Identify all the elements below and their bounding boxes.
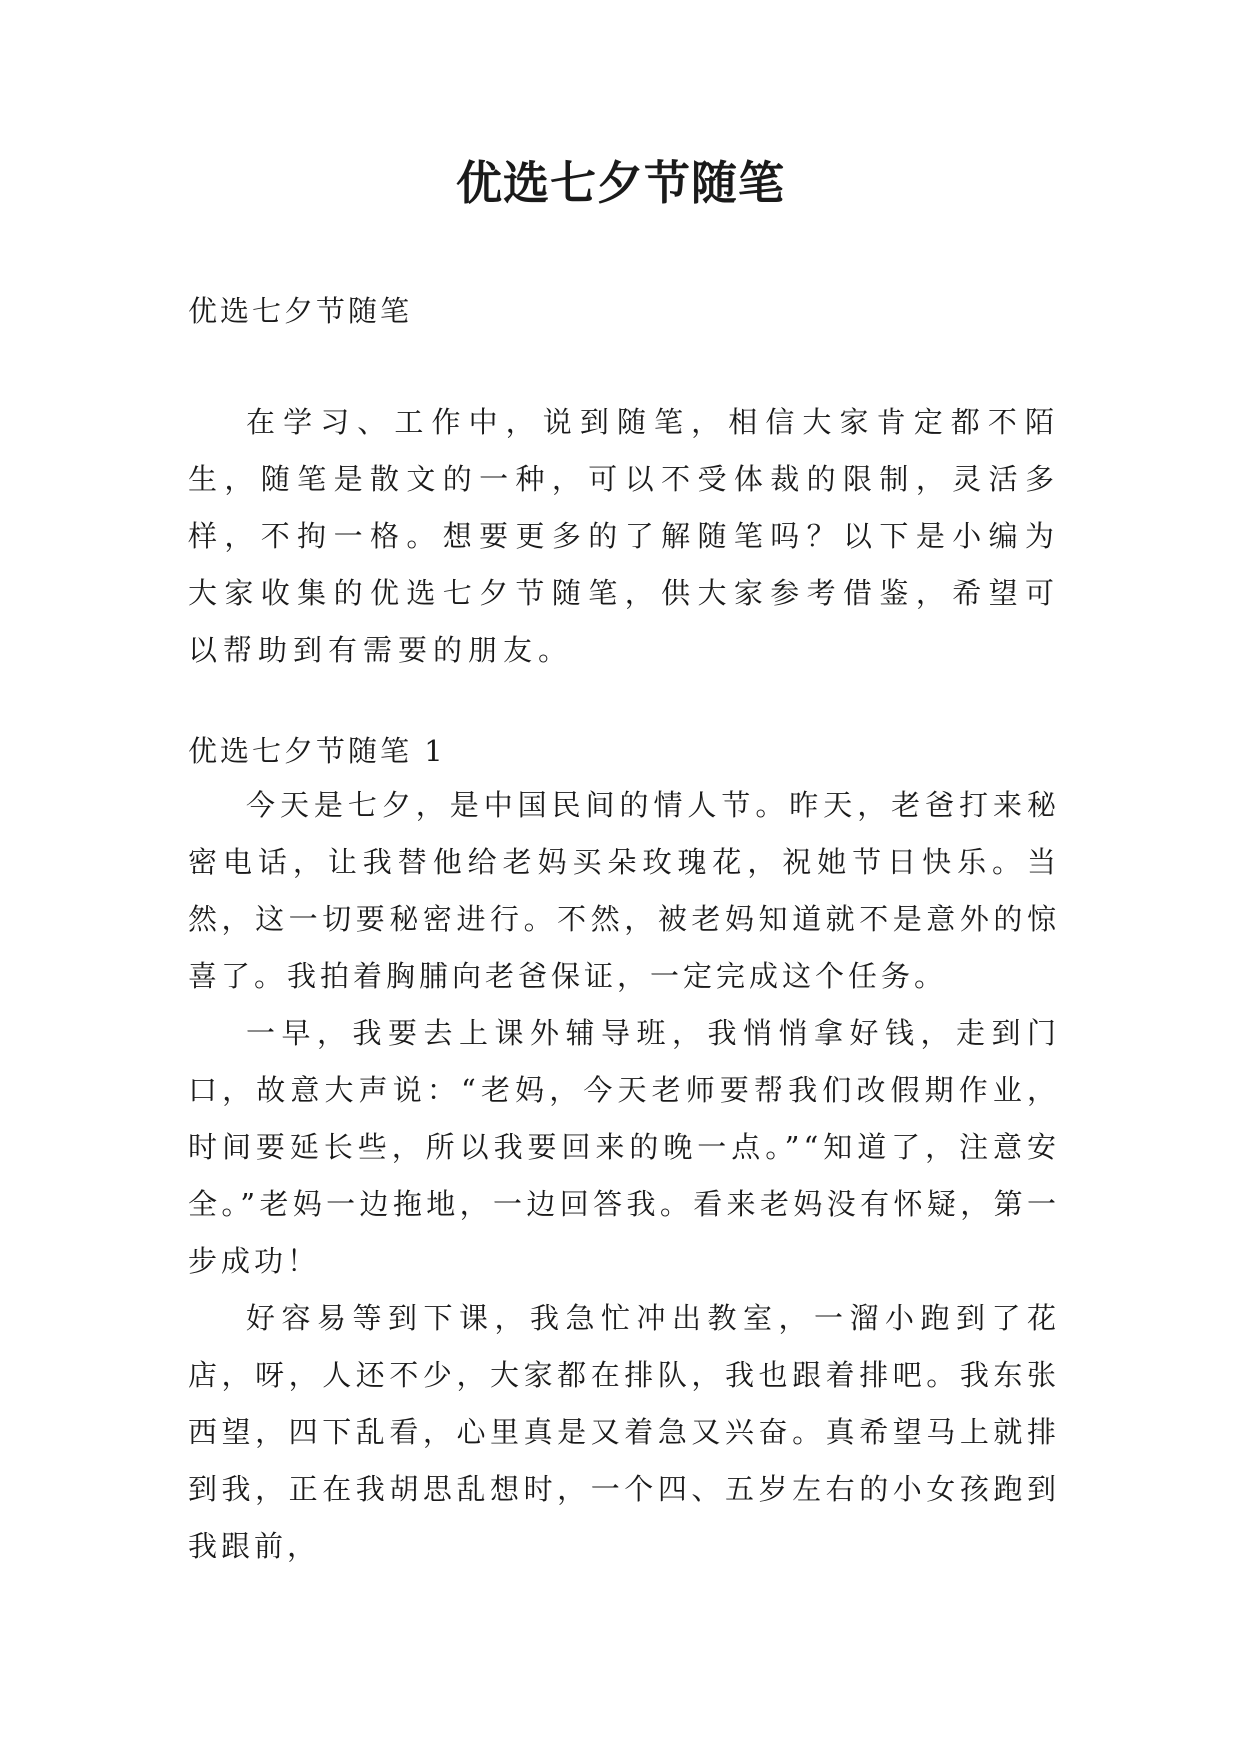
body-paragraph: 好容易等到下课，我急忙冲出教室，一溜小跑到了花店，呀，人还不少，大家都在排队，我也跟着排吧。我东张西望，四下乱看，心里真是又着急又兴奋。真希望马上就排到我，正在我胡思乱想时，一个四、五岁左右的小女孩跑到我跟前， (188, 1301, 1060, 1563)
intro-paragraph: 在学习、工作中，说到随笔，相信大家肯定都不陌生，随笔是散文的一种，可以不受体裁的限制，灵活多样，不拘一格。想要更多的了解随笔吗？以下是小编为大家收集的优选七夕节随笔，供大家参考借鉴，希望可以帮助到有需要的朋友。 (188, 405, 1060, 667)
section-heading: 优选七夕节随笔 1 (188, 734, 446, 768)
document-body (188, 290, 1060, 1575)
body-paragraph: 一早，我要去上课外辅导班，我悄悄拿好钱，走到门口，故意大声说：“老妈，今天老师要帮我们改假期作业，时间要延长些，所以我要回来的晚一点。”“知道了，注意安全。”老妈一边拖地，一边回答我。看来老妈没有怀疑，第一步成功！ (188, 1016, 1060, 1278)
body-paragraph: 今天是七夕，是中国民间的情人节。昨天，老爸打来秘密电话，让我替他给老妈买朵玫瑰花，祝她节日快乐。当然，这一切要秘密进行。不然，被老妈知道就不是意外的惊喜了。我拍着胸脯向老爸保证，一定完成这个任务。 (188, 788, 1060, 993)
document-subtitle: 优选七夕节随笔 (188, 294, 413, 328)
document-title: 优选七夕节随笔 (456, 156, 785, 210)
